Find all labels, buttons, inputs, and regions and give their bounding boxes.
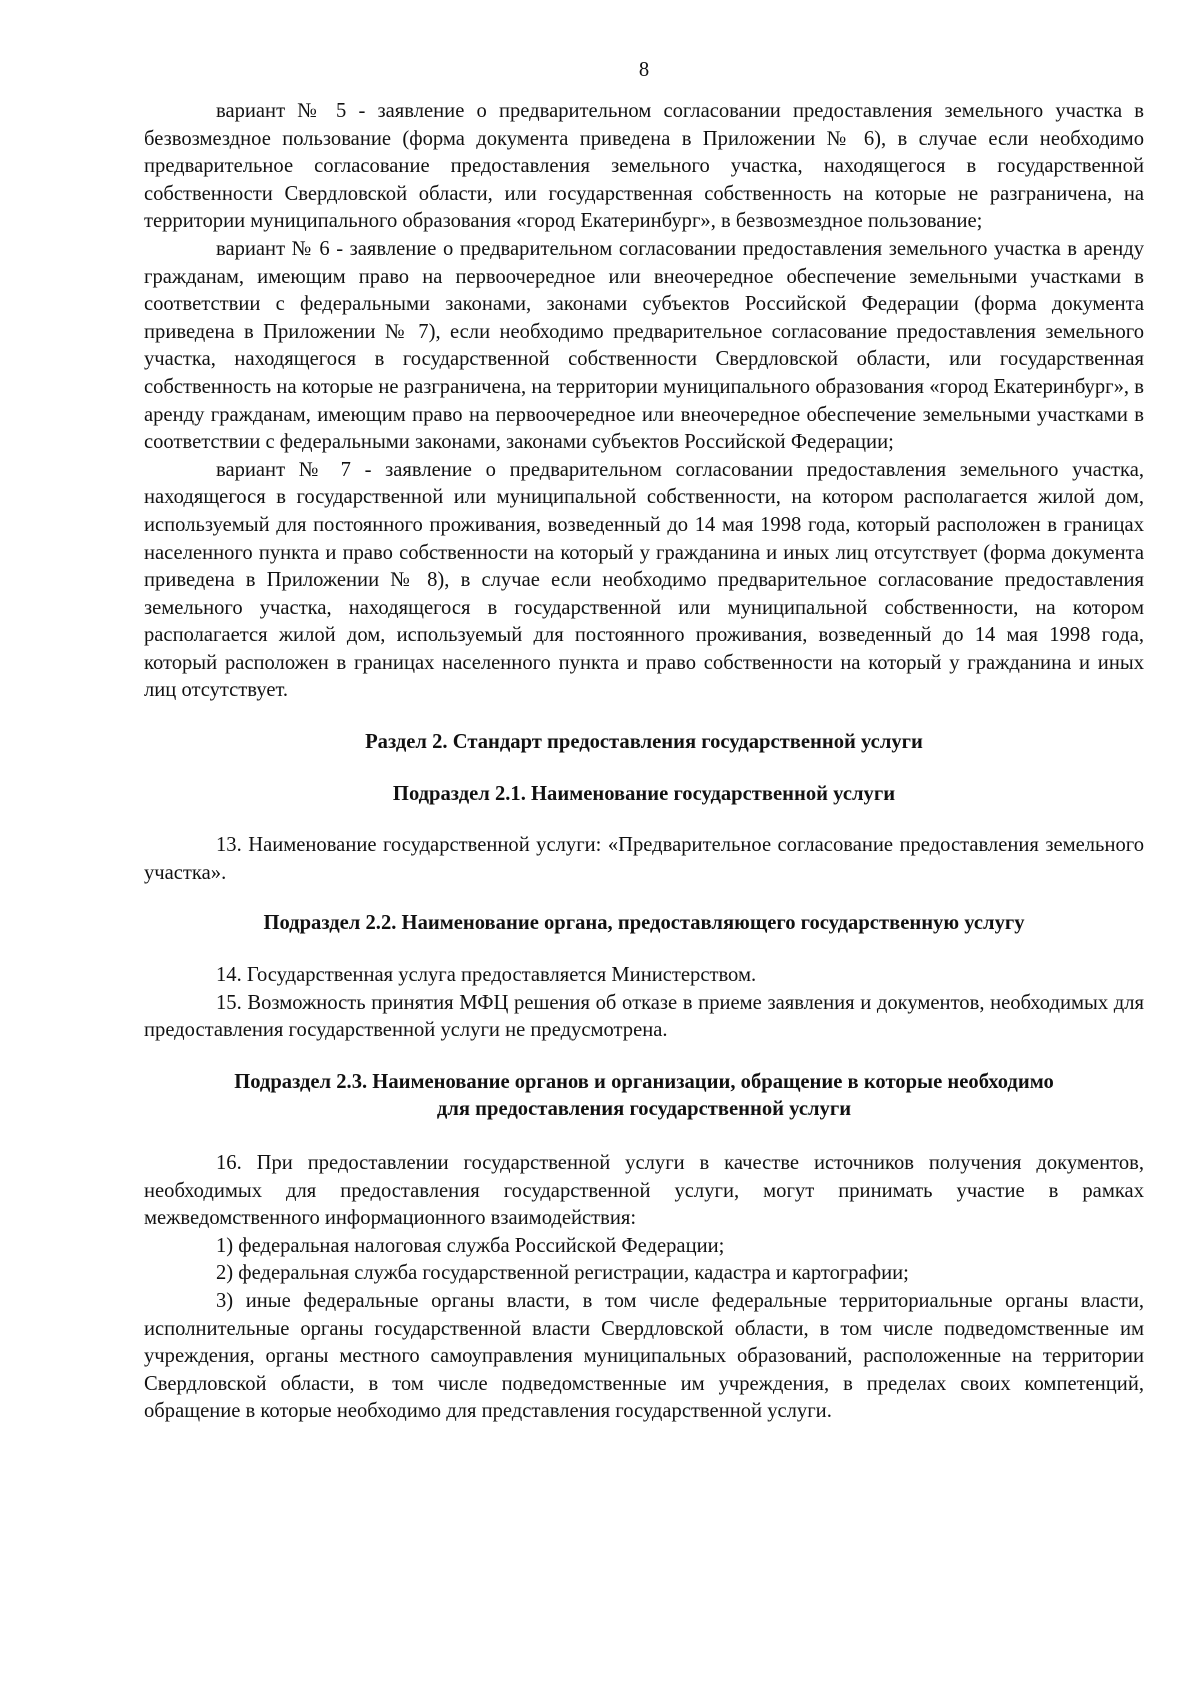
page-number: 8 bbox=[638, 59, 650, 81]
list-item-1: 1) федеральная налоговая служба Российской Федерации; bbox=[216, 1234, 725, 1257]
subsection-2-3-title-line1: Подраздел 2.3. Наименование органов и организации, обращение в которые необходимо bbox=[234, 1070, 1054, 1093]
subsection-2-3-title-line2: для предоставления государственной услуги bbox=[436, 1098, 852, 1121]
variant-5-paragraph: вариант № 5 - заявление о предварительном согласовании предоставления земельного участка в безвозмездное пользование (форма документа приведена в Приложении № 6), в случае если необходимо предварительное согласование предоставления земельного участка, находящегося в государственной собственности Свердловской области, или государственная собственность на которые не разграничена, на территории муниципального образования «город Екатеринбург», в безвозмездное пользование; bbox=[144, 100, 1144, 233]
section-2-title: Раздел 2. Стандарт предоставления государственной услуги bbox=[365, 731, 923, 754]
paragraph-13: 13. Наименование государственной услуги: «Предварительное согласование предоставления земельного участка». bbox=[144, 834, 1144, 884]
subsection-2-2-title: Подраздел 2.2. Наименование органа, предоставляющего государственную услугу bbox=[263, 912, 1025, 935]
variant-6-paragraph: вариант № 6 - заявление о предварительном согласовании предоставления земельного участка в аренду гражданам, имеющим право на первоочередное или внеочередное обеспечение земельными участками в соответствии с федеральными законами, законами субъектов Российской Федерации (форма документа приведена в Приложении № 7), если необходимо предварительное согласование предоставления земельного участка, находящегося в государственной собственности Свердловской области, или государственная собственность на которые не разграничена, на территории муниципального образования «город Екатеринбург», в аренду гражданам, имеющим право на первоочередное или внеочередное обеспечение земельными участками в соответствии с федеральными законами, законами субъектов Российской Федерации; bbox=[144, 237, 1144, 454]
subsection-2-1-title: Подраздел 2.1. Наименование государственной услуги bbox=[392, 782, 896, 805]
paragraph-14: 14. Государственная услуга предоставляется Министерством. bbox=[216, 964, 757, 987]
list-item-2: 2) федеральная служба государственной регистрации, кадастра и картографии; bbox=[216, 1262, 909, 1285]
paragraph-15: 15. Возможность принятия МФЦ решения об отказе в приеме заявления и документов, необходимых для предоставления государственной услуги не предусмотрена. bbox=[144, 991, 1144, 1042]
subsection-2-3-title bbox=[144, 1069, 1144, 1124]
variant-7-paragraph: вариант № 7 - заявление о предварительном согласовании предоставления земельного участка, находящегося в государственной или муниципальной собственности, на котором располагается жилой дом, используемый для постоянного проживания, возведенный до 14 мая 1998 года, который расположен в границах населенного пункта и право собственности на который у гражданина и иных лиц отсутствует (форма документа приведена в Приложении № 8), в случае если необходимо предварительное согласование предоставления земельного участка, находящегося в государственной или муниципальной собственности, на котором располагается жилой дом, используемый для постоянного проживания, возведенный до 14 мая 1998 года, который расположен в границах населенного пункта и право собственности на который у гражданина и иных лиц отсутствует. bbox=[144, 458, 1144, 702]
paragraph-16: 16. При предоставлении государственной услуги в качестве источников получения документов, необходимых для предоставления государственной услуги, могут принимать участие в рамках межведомственного информационного взаимодействия: bbox=[144, 1152, 1144, 1230]
document-page bbox=[144, 58, 1144, 1426]
list-item-3: 3) иные федеральные органы власти, в том числе федеральные территориальные органы власти, исполнительные органы государственной власти Свердловской области, в том числе подведомственные им учреждения, органы местного самоуправления муниципальных образований, расположенные на территории Свердловской области, в том числе подведомственные им учреждения, в пределах своих компетенций, обращение в которые необходимо для представления государственной услуги. bbox=[144, 1289, 1144, 1423]
